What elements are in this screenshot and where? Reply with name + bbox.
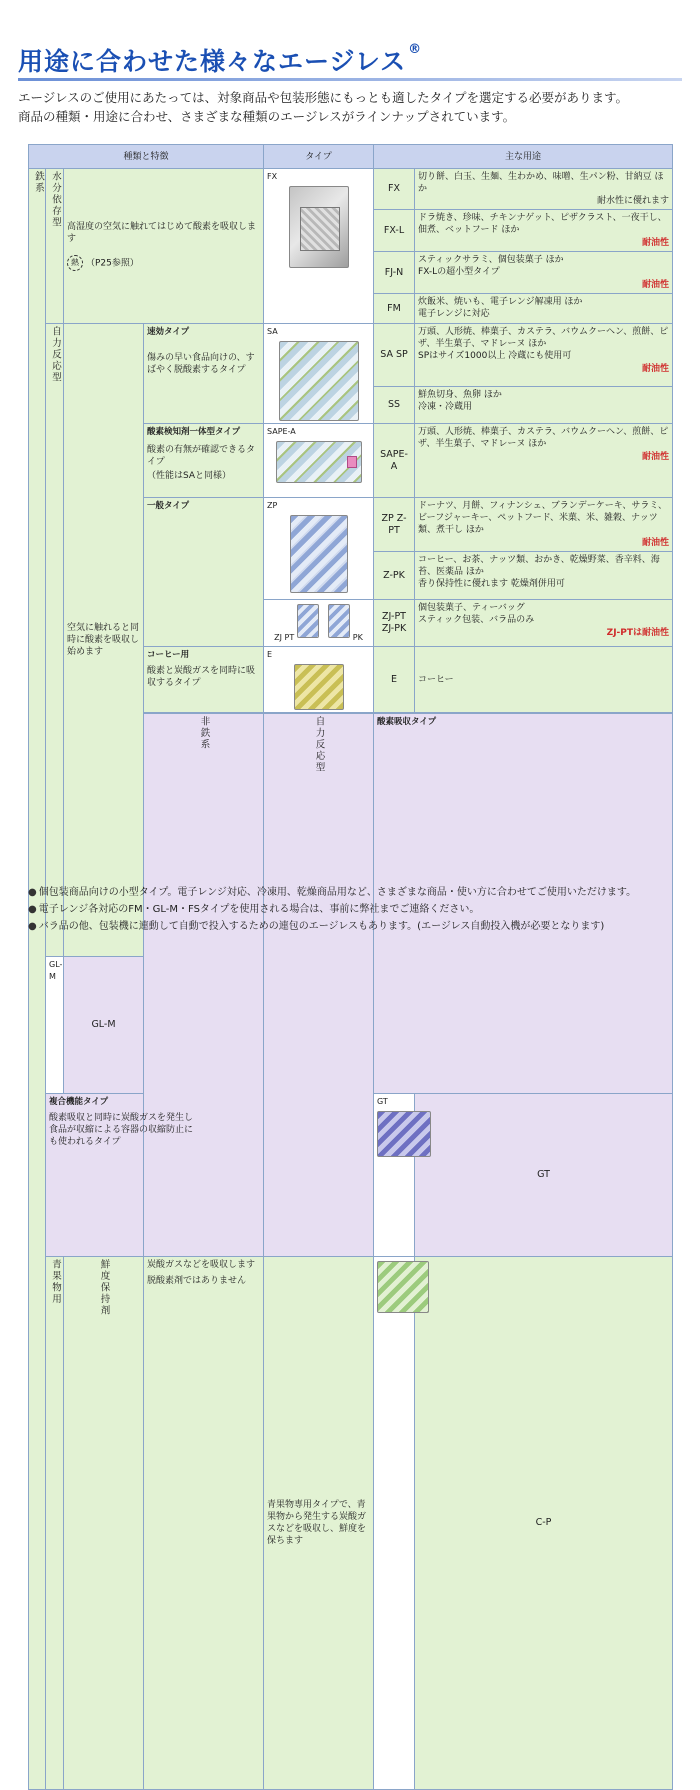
moisture-category: 水分依存型 [46,169,64,324]
code-c-p: C-P [415,1257,673,1790]
code-e: E [374,647,415,713]
gt-group-cell: 複合機能タイプ 酸素吸収と同時に炭酸ガスを発生し食品が収縮による容器の収縮防止にも使われるタイプ [46,1094,144,1257]
fx-sachet-image [289,186,349,268]
self-react-category: 自力反応型 [46,324,64,957]
sape-group-cell: 酸素検知剤一体型タイプ 酸素の有無が確認できるタイプ （性能はSAと同様） [144,424,264,498]
use-fj-n: スティックサラミ、個包装菓子 ほか FX-Lの超小型タイプ 耐油性 [415,252,673,294]
oxygen-indicator [347,456,357,468]
sape-image-cell: SAPE-A [264,424,374,498]
use-fx-l: ドラ焼き、珍味、チキンナゲット、ピザクラスト、一夜干し、佃煮、ベットフード ほか 耐油性 [415,210,673,252]
sa-group-cell [144,324,264,424]
moisture-desc: 高湿度の空気に触れてはじめて酸素を吸収します [67,222,257,244]
green-veg-category: 青果物用 [46,1257,64,1790]
cp-left-cell: 炭酸ガスなどを吸収します 脱酸素剤ではありません [144,1257,264,1790]
intro-line-1: エージレスのご使用にあたっては、対象商品や包装形態にもっとも適したタイプを選定する必要があります。 [18,90,628,105]
sape-sachet-image [276,441,362,483]
sa-label: 速効タイプ [147,327,190,337]
glm-image-cell: GL-M [46,957,64,1094]
e-group-cell: コーヒー用 酸素と炭酸ガスを同時に吸収するタイプ [144,647,264,713]
freshness-category: 鮮度保持剤 [64,1257,144,1790]
code-fx: FX [374,169,415,210]
table-row [29,169,673,210]
use-sa-sp: 万頭、人形焼、棒菓子、カステラ、バウムクーヘン、煎餅、ピザ、半生菓子、マドレーヌ ほか SPはサイズ1000以上 冷蔵にも使用可 耐油性 [415,324,673,387]
header-uses: 主な用途 [374,145,673,169]
footer-notes [28,884,636,935]
sa-sachet-image [279,341,359,421]
e-image-cell: E [264,647,374,713]
zj-image-cell: ZJ PT PK [264,600,374,647]
non-iron-category: 非鉄系 [144,714,264,1257]
code-fm: FM [374,294,415,324]
cp-sachet-image [377,1261,429,1313]
footer-note-3: ● バラ品の他、包装機に連動して自動で投入するための連包のエージレスもあります。(エージレス自動投入機が必要となります) [28,921,605,932]
iron-category: 鉄系 [29,169,46,1790]
self-desc: 空気に触れると同時に酸素を吸収し始めます [64,324,144,957]
zj-pk-sachet-image [328,604,350,638]
intro-line-2: 商品の種類・用途に合わせ、さまざまな種類のエージレスがラインナップされています。 [18,109,516,124]
table-row [29,324,673,387]
code-fj-n: FJ-N [374,252,415,294]
zj-pt-sachet-image [297,604,319,638]
title-divider [18,78,682,81]
code-gt: GT [415,1094,673,1257]
code-zj: ZJ-PT ZJ-PK [374,600,415,647]
heat-ref: （P25参照） [86,258,139,269]
nonfe-self-category: 自力反応型 [264,714,374,1257]
use-zj: 個包装菓子、ティーバッグ スティック包装、バラ品のみ ZJ-PTは耐油性 [415,600,673,647]
use-fx: 切り餅、白玉、生麺、生わかめ、味噌、生パン粉、甘納豆 ほか 耐水性に優れます [415,169,673,210]
code-zp: ZP Z-PT [374,498,415,552]
footer-note-2: ● 電子レンジ各対応のFM・GL-M・FSタイプを使用される場合は、事前に弊社までご連絡ください。 [28,904,480,915]
sa-desc: 傷みの早い食品向けの、すばやく脱酸素するタイプ [147,353,255,375]
sa-image-cell: SA [264,324,374,424]
zp-image-cell: ZP [264,498,374,600]
use-z-pk: コーヒー、お茶、ナッツ類、おかき、乾燥野菜、香辛料、海苔、医薬品 ほか 香り保持性に優れます 乾燥剤併用可 [415,552,673,600]
header-features: 種類と特徴 [29,145,264,169]
gl-group-cell: 酸素吸収タイプ [374,714,673,1094]
code-fx-l: FX-L [374,210,415,252]
heat-icon: 熱 [67,255,83,271]
page-title: 用途に合わせた様々なエージレス ® [18,42,423,76]
table-header-row [29,145,673,169]
intro-text [18,88,628,126]
gt-sachet-image [377,1111,431,1157]
footer-note-1: ● 個包装商品向けの小型タイプ。電子レンジ対応、冷凍用、乾燥商品用など、さまざまな商品・使い方に合わせてご使用いただけます。 [28,887,637,898]
moisture-desc-cell [64,169,264,324]
cp-desc: 青果物専用タイプで、青果物から発生する炭酸ガスなどを吸収し、鮮度を保ちます [264,1257,374,1790]
use-e: コーヒー [415,647,673,713]
gt-image-cell: GT [374,1094,415,1257]
use-ss: 鮮魚切身、魚卵 ほか 冷凍・冷蔵用 [415,387,673,424]
code-sape-a: SAPE-A [374,424,415,498]
e-sachet-image [294,664,344,710]
table-row [29,1257,673,1790]
code-z-pk: Z-PK [374,552,415,600]
use-zp: ドーナツ、月餅、フィナンシェ、ブランデーケーキ、サラミ、ビーフジャーキー、ペットフード、米菓、米、雑穀、ナッツ類、煮干し ほか 耐油性 [415,498,673,552]
fx-image-cell [264,169,374,324]
zp-group-cell: 一般タイプ [144,498,264,647]
use-fm: 炊飯米、焼いも、電子レンジ解凍用 ほか 電子レンジに対応 [415,294,673,324]
use-sape-a: 万頭、人形焼、棒菓子、カステラ、バウムクーヘン、煎餅、ピザ、半生菓子、マドレーヌ ほか 耐油性 [415,424,673,498]
code-sa-sp: SA SP [374,324,415,387]
product-table [28,144,673,1790]
code-gl-m: GL-M [64,957,144,1094]
zp-sachet-image [290,515,348,593]
fx-image-label: FX [267,172,278,181]
registered-mark: ® [408,42,423,57]
code-ss: SS [374,387,415,424]
header-type: タイプ [264,145,374,169]
cp-image-cell [374,1257,415,1790]
